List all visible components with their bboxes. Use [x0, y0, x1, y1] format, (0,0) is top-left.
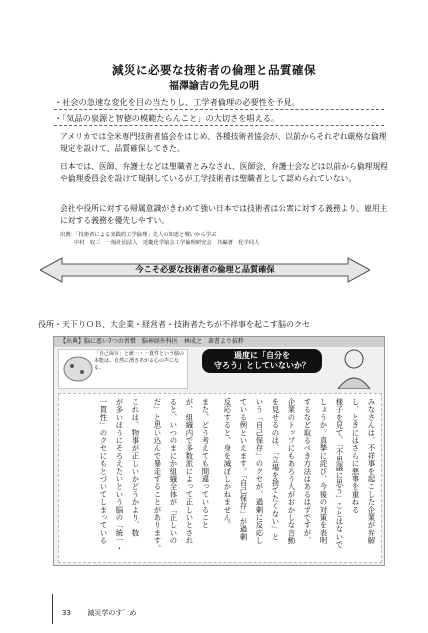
paragraph-japan: 日本では、医師、弁護士などは聖職者とみなされ、医師会、弁護士会などは以前から倫理規程や倫理委員会を設けて規制しているが工学技術者は聖職者として認められていない。	[60, 162, 388, 183]
text-column: 一貫性」のクセにもとづいてしまっている	[99, 398, 108, 545]
book-excerpt-box	[53, 336, 385, 566]
paragraph-usa: アメリカでは全米専門技術者協会をはじめ、各種技術者協会が、以前からそれぞれ厳格な倫理規定を設けて、品質確保してきた。	[60, 132, 387, 153]
text-column: が、組織内で多数派によって正しいとされ	[185, 398, 194, 545]
text-column: いう「自己保存」のクセが、過剰に反応し	[255, 398, 264, 545]
text-column: 反応すると、身を滅ぼしかねません。	[223, 398, 232, 529]
text-column: が多いほうにそろえたいという脳の「統一・	[115, 398, 124, 552]
paragraph-belonging: 会社や役所に対する帰属意識がきわめて強い日本では技術者は公衆に対する義務より、雇用主に対する義務を優先しやすい。	[60, 204, 388, 225]
vertical-text-body	[58, 393, 382, 563]
text-column: これは、物事が正しいかどうかより、数	[131, 398, 140, 537]
text-column: また、どう考えても間違っていること	[201, 398, 210, 529]
footer-label: 減災学のす゛め	[87, 609, 137, 617]
text-column: ている例といえます。「自己保存」が過剰	[239, 398, 248, 541]
page-subtitle: 福澤諭吉の先見の明	[169, 81, 259, 92]
text-column: 様子を見て、「不思議に思う」ことはないで	[335, 398, 344, 549]
section-heading: 役所・天下りＯＢ、大企業・経営者・技術者たちが不祥事を起こす脳のクセ	[38, 320, 310, 329]
page-footer	[62, 608, 136, 618]
divider	[54, 125, 384, 126]
source-citation	[60, 231, 259, 247]
person-illustration	[332, 347, 376, 389]
text-column: を見せるのは、「立場を捨てたくない」と	[271, 398, 280, 541]
source-line: 出典：「技術者による実践的工学倫理」先人の知恵と戦いから学ぶ	[60, 232, 217, 238]
text-column: するなど取るべき方法はあるはずですが、	[303, 398, 312, 545]
divider	[54, 109, 384, 110]
illustration-caption: 「自己保存」と統一・一貫性という脳の本能は、自然に湧きあがる心の声になる。	[94, 351, 185, 371]
text-column: 企業のトップにもあろう人がおかしな言動	[287, 398, 296, 545]
page-number: 33	[62, 609, 71, 617]
bubble-line: 守ろう」としていないか？	[214, 361, 310, 370]
speech-bubble-text	[202, 351, 322, 371]
bullet-item: ・社会の急速な変化を目の当たりし、工学者倫理の必要性を予見。	[54, 97, 300, 107]
banner-text: 今こそ必要な技術者の倫理と品質確保	[135, 264, 275, 274]
text-column: だ」と思い込んで暴走することがあります。	[153, 398, 162, 552]
text-column: し、ときにはさらに悪事を重ねる	[351, 398, 360, 514]
text-column: みなさんは、不祥事を起こした企業が弁解	[367, 398, 376, 545]
bullet-item: ・「気品の泉源と智徳の模範たらんこと」の大切さを唱える。	[54, 113, 280, 123]
bubble-line: 過度に「自分を	[234, 351, 290, 360]
page-title: 減災に必要な技術者の倫理と品質確保	[112, 63, 316, 77]
text-column: しょうか。真摯に詫び、今後の対策を表明	[319, 398, 328, 545]
source-line: 中村 収三 一般社団法人 近畿化学協会工学倫理研究会 共編著 化学同人	[74, 240, 260, 246]
footer-rule	[52, 594, 53, 624]
text-column: ると、いつのまにか組織全体が「正しいの	[169, 398, 178, 545]
book-source-header: 【出典】脳に悪い7つの習慣 脳神経外科医 林成之 著書より抜粋	[54, 337, 384, 347]
